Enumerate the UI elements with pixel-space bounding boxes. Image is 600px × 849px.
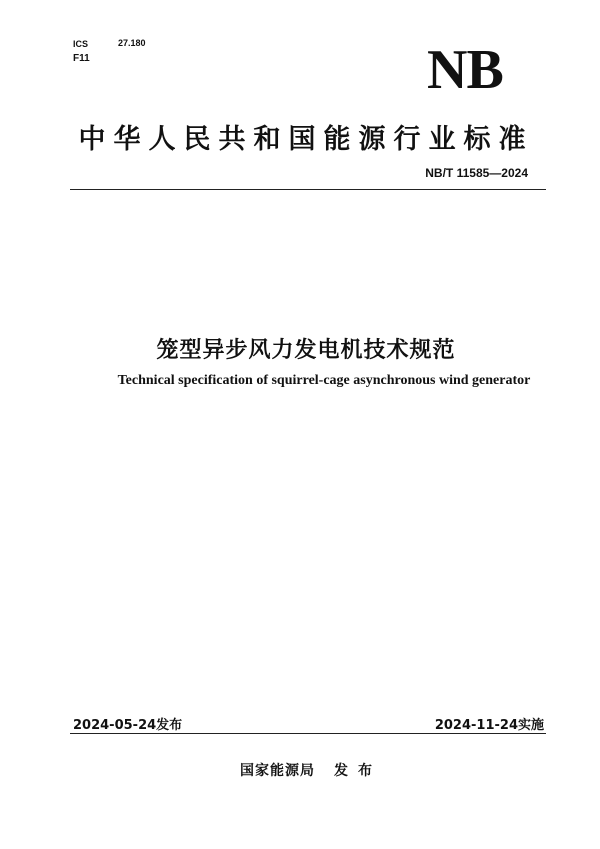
document-title-chinese: 笼型异步风力发电机技术规范	[156, 338, 456, 363]
standard-category-title: 中华人民共和国能源行业标准	[78, 124, 534, 155]
ics-label: ICS	[73, 39, 89, 49]
implementation-date: 2024-11-24实施	[434, 718, 544, 733]
issue-date: 2024-05-24发布	[73, 718, 183, 733]
bottom-divider	[70, 733, 546, 734]
ics-code: 27.180	[118, 38, 146, 48]
nb-logo: NB	[427, 39, 503, 101]
publish-label: 发布	[334, 763, 382, 779]
standard-number: NB/T 11585—2024	[425, 166, 528, 180]
top-divider	[70, 189, 546, 190]
publisher-name: 国家能源局	[240, 763, 315, 779]
ccs-code: F11	[73, 53, 90, 64]
document-title-english: Technical specification of squirrel-cage asynchronous wind generator	[117, 373, 531, 388]
